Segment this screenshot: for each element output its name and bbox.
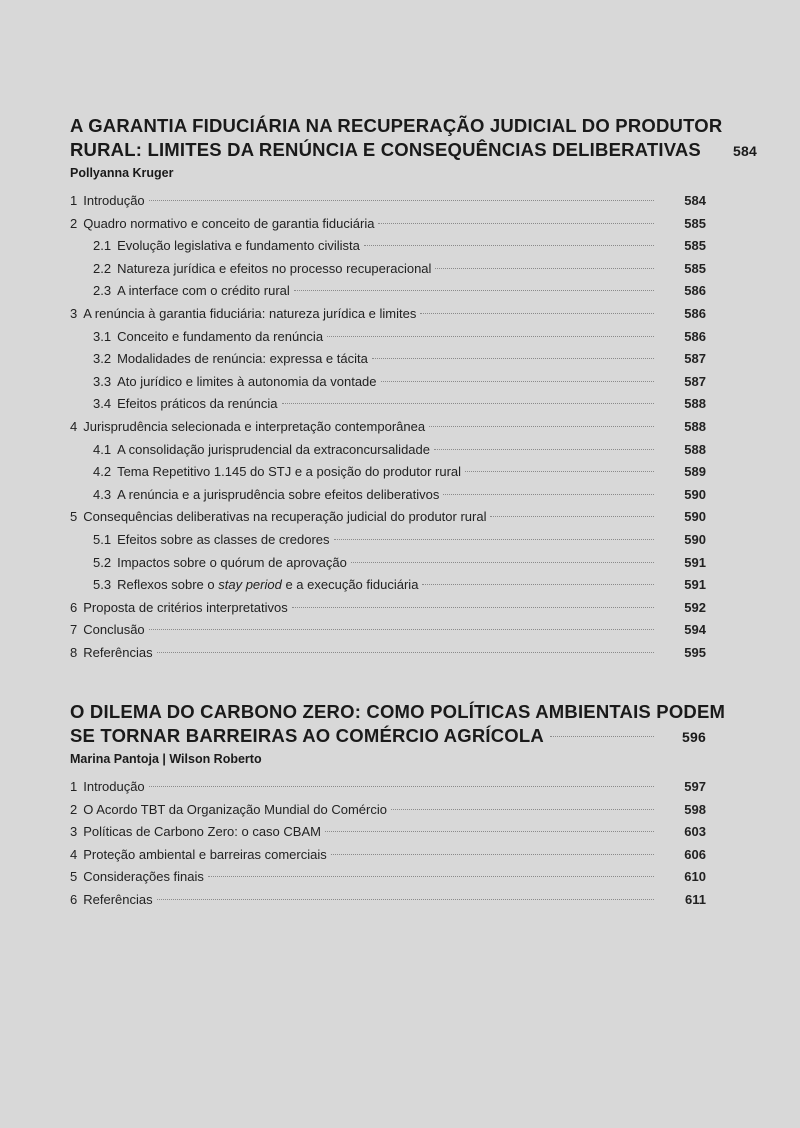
chapter-title-line1: O DILEMA DO CARBONO ZERO: COMO POLÍTICAS AMBIENTAIS PODEM [70, 701, 726, 722]
chapter-authors: Marina Pantoja | Wilson Roberto [70, 752, 262, 766]
toc-entry-label: Referências [83, 891, 153, 907]
toc-entry-page: 587 [684, 351, 706, 367]
toc-entry-page: 586 [684, 305, 706, 321]
dot-leader [490, 516, 654, 517]
toc-entry-page: 584 [684, 193, 706, 208]
toc-entry-label-after: e a execução fiduciária [281, 577, 419, 593]
toc-entry-number: 8 [70, 644, 78, 660]
toc-subentry[interactable] [70, 464, 706, 487]
dot-leader [292, 607, 654, 608]
toc-entry-number: 2.2 [93, 260, 112, 276]
dot-leader [381, 381, 654, 382]
toc-entry-number: 3.4 [93, 396, 112, 412]
toc-entry-label: Consequências deliberativas na recuperação judicial do produtor rural [83, 509, 487, 525]
dot-leader [378, 223, 654, 224]
dot-leader [420, 313, 654, 314]
toc-entry-page: 586 [684, 328, 706, 344]
dot-leader [282, 403, 654, 404]
toc-entry-page: 585 [684, 260, 706, 276]
dot-leader [364, 245, 654, 246]
chapter-2 [70, 700, 726, 915]
toc-subentry[interactable] [70, 532, 706, 555]
toc-entry[interactable] [70, 600, 706, 623]
toc-subentry[interactable] [70, 555, 706, 578]
toc-entry-page: 598 [684, 801, 706, 817]
toc-entry-label: Considerações finais [83, 869, 204, 885]
toc-entry-label: Conceito e fundamento da renúncia [117, 328, 324, 344]
toc-subentry[interactable] [70, 238, 706, 261]
chapter-title-line2: RURAL: LIMITES DA RENÚNCIA E CONSEQUÊNCIAS DELIBERATIVAS [70, 139, 701, 160]
toc-entry-number: 2.3 [93, 283, 112, 299]
toc-entry[interactable] [70, 779, 706, 802]
toc-entry-label: Quadro normativo e conceito de garantia fiduciária [83, 215, 375, 231]
dot-leader [149, 200, 654, 201]
toc-entry-label: Modalidades de renúncia: expressa e tácita [117, 351, 368, 367]
toc-entry-number: 2 [70, 215, 78, 231]
toc-entry-number: 4.1 [93, 441, 112, 457]
toc-subentry[interactable] [70, 487, 706, 510]
toc-entry-page: 591 [684, 554, 706, 570]
dot-leader [550, 736, 654, 737]
toc-entry-page: 588 [684, 441, 706, 457]
toc-entry-number: 5.1 [93, 531, 112, 547]
toc-entry[interactable] [70, 622, 706, 645]
dot-leader [325, 831, 654, 832]
toc-entry-label: Conclusão [83, 622, 145, 638]
dot-leader [465, 471, 654, 472]
toc-entry-number: 4 [70, 846, 78, 862]
toc-entry-page: 591 [684, 577, 706, 593]
toc-entry-label: A consolidação jurisprudencial da extraconcursalidade [117, 441, 430, 457]
toc-entry-label: Natureza jurídica e efeitos no processo recuperacional [117, 260, 432, 276]
toc-entry-page: 586 [684, 283, 706, 299]
toc-entry[interactable] [70, 509, 706, 532]
toc-entry-number: 4.2 [93, 464, 112, 480]
toc-entry-number: 3 [70, 824, 78, 840]
dot-leader [443, 494, 654, 495]
dot-leader [149, 629, 654, 630]
toc-entry-label: Proteção ambiental e barreiras comerciais [83, 846, 327, 862]
toc-entry-number: 5.3 [93, 577, 112, 593]
toc-entry-number: 6 [70, 599, 78, 615]
toc-entry-label-before: Reflexos sobre o [117, 577, 219, 593]
toc-entry-number: 1 [70, 193, 78, 208]
chapter-authors: Pollyanna Kruger [70, 166, 174, 180]
toc-entry-page: 585 [684, 215, 706, 231]
toc-entry-label: O Acordo TBT da Organização Mundial do Comércio [83, 801, 387, 817]
toc-entry-label: Ato jurídico e limites à autonomia da vontade [117, 373, 377, 389]
toc-entry[interactable] [70, 216, 706, 239]
toc-entry-page: 610 [684, 869, 706, 885]
dot-leader [422, 584, 654, 585]
chapter-title[interactable] [70, 114, 757, 163]
toc-entry-label: Evolução legislativa e fundamento civilista [117, 238, 360, 254]
toc-entry-page: 595 [684, 644, 706, 660]
toc-entry[interactable] [70, 419, 706, 442]
toc-entry[interactable] [70, 306, 706, 329]
toc-entry-label: Efeitos práticos da renúncia [117, 396, 278, 412]
toc-subentry[interactable] [70, 396, 706, 419]
toc-entry-number: 3.1 [93, 328, 112, 344]
toc-entry[interactable] [70, 802, 706, 825]
toc-entry-page: 590 [684, 486, 706, 502]
toc-list [70, 779, 706, 915]
toc-subentry[interactable] [70, 351, 706, 374]
toc-entry-number: 3 [70, 305, 78, 321]
toc-entry-label: A interface com o crédito rural [117, 283, 290, 299]
dot-leader [157, 652, 654, 653]
toc-entry[interactable] [70, 869, 706, 892]
chapter-title-line2-row [70, 724, 706, 749]
toc-entry-page: 590 [684, 509, 706, 525]
toc-entry[interactable] [70, 892, 706, 915]
dot-leader [391, 809, 654, 810]
toc-entry-number: 2 [70, 801, 78, 817]
chapter-title[interactable] [70, 700, 726, 749]
toc-entry-page: 589 [684, 464, 706, 480]
chapter-title-line2: SE TORNAR BARREIRAS AO COMÉRCIO AGRÍCOLA [70, 725, 544, 746]
toc-entry-page: 611 [685, 891, 706, 907]
toc-entry-page: 606 [684, 846, 706, 862]
chapter-1 [70, 114, 757, 667]
toc-entry-number: 4.3 [93, 486, 112, 502]
toc-entry-number: 5 [70, 509, 78, 525]
chapter-page-number: 584 [732, 143, 757, 159]
dot-leader [294, 290, 654, 291]
toc-entry-label: Introdução [83, 779, 145, 794]
toc-entry-number: 3.3 [93, 373, 112, 389]
toc-subentry[interactable] [70, 329, 706, 352]
toc-list [70, 193, 706, 667]
toc-entry-label: Introdução [83, 193, 145, 208]
toc-entry[interactable] [70, 645, 706, 668]
toc-entry-number: 7 [70, 622, 78, 638]
toc-entry-label: Jurisprudência selecionada e interpretação contemporânea [83, 418, 426, 434]
chapter-title-line2-row [70, 138, 757, 163]
toc-entry-page: 588 [684, 396, 706, 412]
toc-entry-number: 5 [70, 869, 78, 885]
toc-entry[interactable] [70, 824, 706, 847]
toc-entry-label: Políticas de Carbono Zero: o caso CBAM [83, 824, 321, 840]
toc-entry-label: A renúncia à garantia fiduciária: natureza jurídica e limites [83, 305, 417, 321]
toc-subentry[interactable] [70, 577, 706, 600]
toc-entry-page: 597 [684, 779, 706, 794]
toc-entry-page: 592 [684, 599, 706, 615]
toc-entry-page: 585 [684, 238, 706, 254]
toc-entry-page: 587 [684, 373, 706, 389]
toc-entry-number: 1 [70, 779, 78, 794]
toc-entry-label: Impactos sobre o quórum de aprovação [117, 554, 347, 570]
toc-entry-label: Referências [83, 644, 153, 660]
chapter-title-line1: A GARANTIA FIDUCIÁRIA NA RECUPERAÇÃO JUDICIAL DO PRODUTOR [70, 115, 723, 136]
dot-leader [208, 876, 654, 877]
toc-subentry[interactable] [70, 261, 706, 284]
dot-leader [334, 539, 654, 540]
toc-entry[interactable] [70, 847, 706, 870]
toc-entry-number: 3.2 [93, 351, 112, 367]
dot-leader [372, 358, 654, 359]
toc-entry-label: A renúncia e a jurisprudência sobre efeitos deliberativos [117, 486, 440, 502]
toc-entry[interactable] [70, 193, 706, 216]
dot-leader [351, 562, 654, 563]
dot-leader [434, 449, 654, 450]
toc-entry-number: 2.1 [93, 238, 112, 254]
toc-entry-number: 4 [70, 418, 78, 434]
toc-entry-page: 588 [684, 418, 706, 434]
toc-subentry[interactable] [70, 374, 706, 397]
dot-leader [327, 336, 654, 337]
dot-leader [149, 786, 654, 787]
dot-leader [429, 426, 654, 427]
dot-leader [435, 268, 654, 269]
toc-entry-label: Proposta de critérios interpretativos [83, 599, 288, 615]
dot-leader [157, 899, 654, 900]
toc-subentry[interactable] [70, 283, 706, 306]
toc-entry-page: 603 [684, 824, 706, 840]
toc-entry-label [117, 577, 418, 592]
toc-entry-page: 590 [684, 531, 706, 547]
dot-leader [331, 854, 654, 855]
toc-entry-label: Tema Repetitivo 1.145 do STJ e a posição do produtor rural [117, 464, 462, 480]
toc-entry-number: 5.2 [93, 554, 112, 570]
toc-entry-number: 6 [70, 891, 78, 907]
chapter-page-number: 596 [682, 729, 706, 745]
toc-entry-page: 594 [684, 622, 706, 638]
toc-entry-label: Efeitos sobre as classes de credores [117, 531, 330, 547]
toc-entry-label-italic: stay period [218, 577, 282, 593]
toc-subentry[interactable] [70, 442, 706, 465]
